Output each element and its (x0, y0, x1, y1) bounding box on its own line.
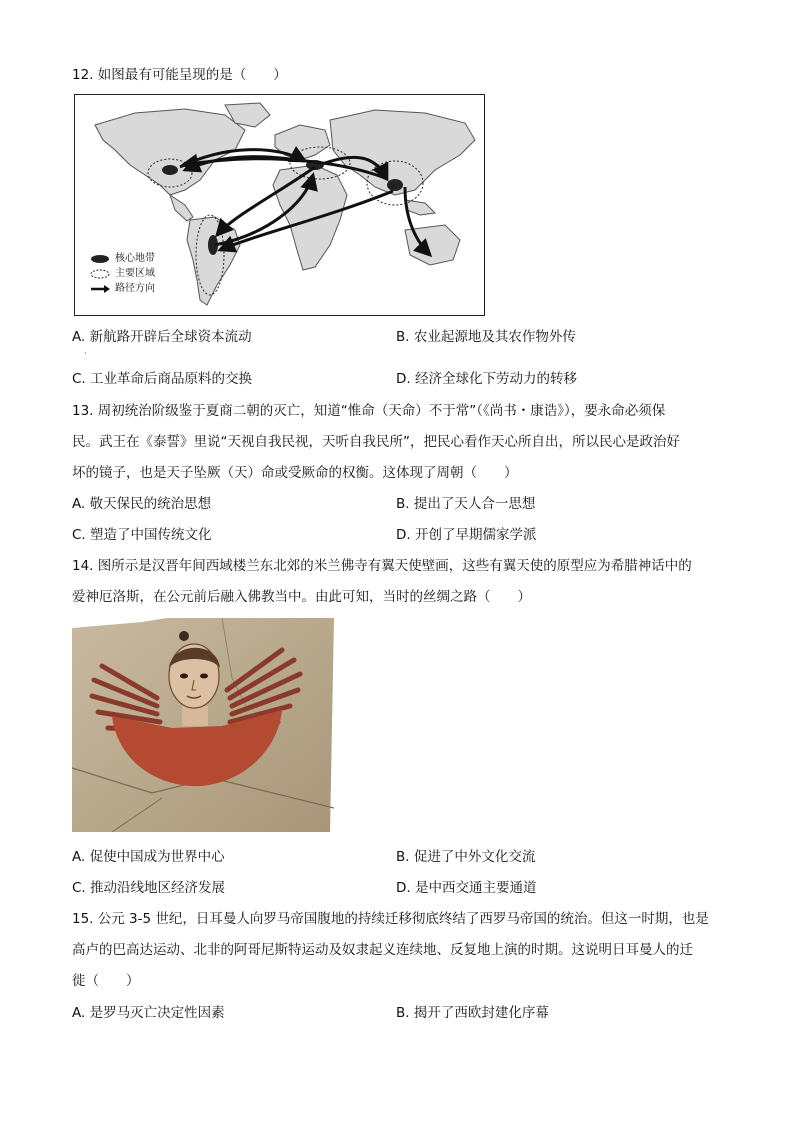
winged-angel-icon (72, 618, 334, 832)
q12-option-c[interactable]: C. 工业革命后商品原料的交换 (72, 371, 253, 387)
stray-dot: · (84, 349, 87, 358)
route-arrow-icon (89, 284, 111, 294)
q15-option-b[interactable]: B. 揭开了西欧封建化序幕 (396, 1005, 549, 1021)
q12-stem-line-1: 12. 如图最有可能呈现的是（ ） (72, 67, 287, 83)
q12-option-d[interactable]: D. 经济全球化下劳动力的转移 (396, 371, 577, 387)
q13-option-d[interactable]: D. 开创了早期儒家学派 (396, 527, 537, 543)
world-map-figure (74, 94, 485, 316)
q13-option-b[interactable]: B. 提出了天人合一思想 (396, 496, 536, 512)
q15-stem-line-1: 15. 公元 3-5 世纪，日耳曼人向罗马帝国腹地的持续迁移彻底终结了西罗马帝国的统治。但这一时期，也是 (72, 911, 709, 927)
legend-row-core (89, 251, 155, 266)
q13-option-a[interactable]: A. 敬天保民的统治思想 (72, 496, 212, 512)
q15-stem-line-3: 徙（ ） (72, 973, 140, 989)
q15-stem-line-2: 高卢的巴高达运动、北非的阿哥尼斯特运动及奴隶起义连续地、反复地上演的时期。这说明日耳曼人的迁 (72, 942, 693, 958)
q13-option-c[interactable]: C. 塑造了中国传统文化 (72, 527, 212, 543)
main-area-icon (89, 269, 111, 279)
q14-option-a[interactable]: A. 促使中国成为世界中心 (72, 849, 225, 865)
q14-stem-line-2: 爱神厄洛斯，在公元前后融入佛教当中。由此可知，当时的丝绸之路（ ） (72, 589, 531, 605)
legend-label: 路径方向 (115, 283, 155, 294)
q12-option-b[interactable]: B. 农业起源地及其农作物外传 (396, 329, 576, 345)
q14-option-c[interactable]: C. 推动沿线地区经济发展 (72, 880, 226, 896)
q14-stem-line-1: 14. 图所示是汉晋年间西域楼兰东北郊的米兰佛寺有翼天使壁画，这些有翼天使的原型应为希腊神话中的 (72, 558, 692, 574)
q15-option-a[interactable]: A. 是罗马灭亡决定性因素 (72, 1005, 225, 1021)
map-legend (89, 251, 155, 296)
legend-label: 核心地带 (115, 253, 155, 264)
q12-option-a[interactable]: A. 新航路开辟后全球资本流动 (72, 329, 252, 345)
core-zone-icon (89, 254, 111, 264)
q13-stem-line-3: 坏的镜子，也是天子坠厥（天）命或受厥命的权衡。这体现了周朝（ ） (72, 465, 518, 481)
legend-row-area (89, 266, 155, 281)
winged-angel-mural (72, 618, 334, 832)
q13-stem-line-1: 13. 周初统治阶级鉴于夏商二朝的灭亡，知道“惟命（天命）不于常”（《尚书・康诰》），要永命必须保 (72, 403, 666, 419)
legend-row-route (89, 281, 155, 296)
legend-label: 主要区域 (115, 268, 155, 279)
q14-option-b[interactable]: B. 促进了中外文化交流 (396, 849, 536, 865)
q14-option-d[interactable]: D. 是中西交通主要通道 (396, 880, 537, 896)
q13-stem-line-2: 民。武王在《泰誓》里说“天视自我民视，天听自我民所”，把民心看作天心所自出，所以民心是政治好 (72, 434, 680, 450)
